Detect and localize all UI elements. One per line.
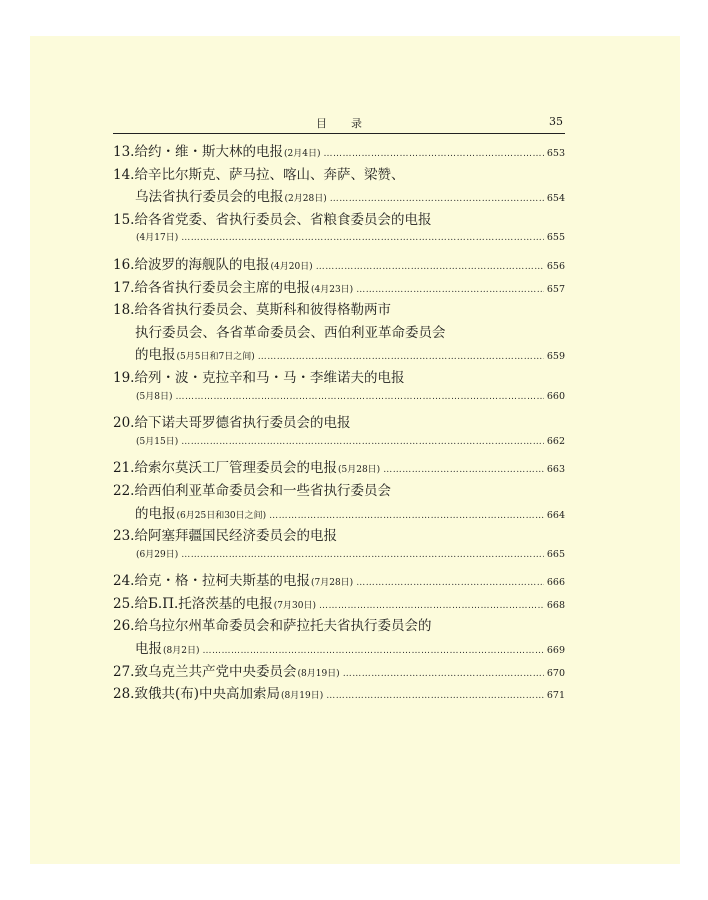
toc-entry-page-number: 669 — [546, 645, 565, 657]
dot-leader — [202, 646, 543, 656]
toc-entry-title: 给波罗的海舰队的电报 — [134, 256, 270, 273]
toc-entry-date: (6月25日和30日之间) — [176, 510, 267, 521]
toc-entry-title: 给约・维・斯大林的电报 — [134, 144, 283, 160]
toc-entry-title: 致乌克兰共产党中央委员会 — [134, 663, 297, 680]
toc-entry-date: (6月29日) — [136, 549, 179, 560]
dot-leader — [181, 550, 544, 560]
toc-entry-date: (5月15日) — [136, 436, 179, 447]
toc-entry-title: 的电报 — [135, 347, 176, 364]
toc-entry-title: 给各省执行委员会主席的电报 — [134, 279, 310, 296]
toc-entry-date: (8月19日) — [281, 691, 324, 702]
dot-leader — [323, 149, 543, 159]
toc-entry-first-line — [113, 614, 565, 637]
toc-entry-number: 26. — [113, 618, 135, 635]
toc-entry-number: 24. — [113, 573, 135, 590]
toc-entry-continuation-line — [113, 321, 565, 344]
toc-entry-number: 16. — [113, 256, 135, 273]
toc-entry-date: (2月4日) — [283, 149, 321, 159]
dot-leader — [356, 578, 544, 588]
toc-entry[interactable] — [113, 456, 565, 479]
toc-entry-number: 27. — [113, 663, 135, 680]
toc-entry-number: 17. — [113, 279, 135, 296]
toc-entry-title: 给克・格・拉柯夫斯基的电报 — [134, 573, 310, 590]
toc-entry-first-line — [113, 140, 565, 163]
toc-entry[interactable] — [113, 276, 565, 299]
toc-entry-first-line — [113, 569, 565, 592]
dot-leader — [269, 511, 544, 521]
toc-entry-continuation-line — [113, 547, 565, 570]
toc-entry-date: (8月19日) — [297, 668, 340, 679]
toc-entry-date: (4月17日) — [136, 233, 179, 244]
toc-entry[interactable] — [113, 479, 565, 524]
toc-entry[interactable] — [113, 253, 565, 276]
toc-entry-continuation-line — [113, 434, 565, 457]
dot-leader — [258, 352, 544, 362]
toc-entry-title: 给列・波・克拉辛和马・马・李维诺夫的电报 — [134, 369, 405, 386]
toc-entry-number: 21. — [113, 460, 135, 477]
toc-entry-date: (5月8日) — [136, 391, 173, 402]
toc-entry-first-line — [113, 456, 565, 479]
toc-entry[interactable] — [113, 163, 565, 208]
toc-entry[interactable] — [113, 660, 565, 683]
toc-entry-title: 给阿塞拜疆国民经济委员会的电报 — [134, 528, 337, 545]
toc-entry-title: 乌法省执行委员会的电报 — [135, 189, 284, 206]
toc-entry-title: 给各省执行委员会、莫斯科和彼得格勒两市 — [134, 302, 391, 319]
dot-leader — [181, 233, 544, 243]
toc-entry-number: 15. — [113, 211, 135, 228]
dot-leader — [181, 437, 544, 447]
toc-entry-number: 13. — [113, 144, 135, 160]
toc-entry-number: 25. — [113, 595, 135, 612]
dot-leader — [343, 669, 544, 679]
dot-leader — [319, 601, 544, 611]
toc-entry-page-number: 653 — [546, 148, 565, 159]
toc-entry-title: 执行委员会、各省革命委员会、西伯利亚革命委员会 — [135, 324, 446, 341]
toc-entry-first-line — [113, 592, 565, 615]
toc-entry-page-number: 657 — [546, 283, 565, 295]
toc-entry-page-number: 671 — [546, 690, 565, 702]
toc-entry-number: 18. — [113, 302, 135, 319]
toc-entry-number: 20. — [113, 415, 135, 432]
toc-entry[interactable] — [113, 592, 565, 615]
table-of-contents — [113, 140, 565, 705]
toc-entry-date: (4月20日) — [270, 261, 313, 272]
toc-entry-first-line — [113, 682, 565, 705]
running-header — [113, 111, 565, 134]
header-page-number: 35 — [549, 115, 563, 128]
toc-entry-title: 给索尔莫沃工厂管理委员会的电报 — [134, 460, 337, 477]
toc-entry[interactable] — [113, 140, 565, 163]
toc-entry-continuation-line — [113, 502, 565, 525]
toc-entry-first-line — [113, 479, 565, 502]
toc-entry-date: (5月28日) — [337, 465, 381, 476]
toc-entry-page-number: 654 — [546, 193, 565, 205]
toc-entry[interactable] — [113, 682, 565, 705]
toc-entry-title: 致俄共(布)中央高加索局 — [134, 686, 281, 703]
toc-entry-number: 14. — [113, 166, 135, 183]
toc-entry-date: (7月30日) — [273, 600, 316, 611]
dot-leader — [175, 392, 543, 402]
toc-entry-number: 28. — [113, 686, 135, 703]
toc-entry-title: 给西伯利亚革命委员会和一些省执行委员会 — [134, 482, 391, 499]
toc-entry-first-line — [113, 411, 565, 434]
toc-entry-date: (8月2日) — [163, 646, 200, 657]
toc-entry-title: 给各省党委、省执行委员会、省粮食委员会的电报 — [134, 211, 432, 228]
toc-entry-page-number: 662 — [546, 435, 565, 447]
toc-entry-page-number: 668 — [546, 599, 565, 611]
toc-entry-number: 22. — [113, 482, 135, 499]
toc-entry[interactable] — [113, 524, 565, 569]
toc-entry-date: (4月23日) — [310, 284, 354, 295]
toc-entry[interactable] — [113, 208, 565, 253]
toc-entry-continuation-line — [113, 185, 565, 208]
toc-entry-first-line — [113, 298, 565, 321]
toc-entry-title: 给Б.П.托洛茨基的电报 — [134, 595, 273, 612]
toc-entry[interactable] — [113, 366, 565, 411]
toc-entry-title: 给辛比尔斯克、萨马拉、喀山、奔萨、梁赞、 — [134, 166, 405, 183]
toc-entry-page-number: 663 — [546, 464, 565, 476]
toc-entry-continuation-line — [113, 389, 565, 412]
toc-entry-date: (7月28日) — [310, 578, 354, 589]
toc-entry-first-line — [113, 253, 565, 276]
toc-entry-first-line — [113, 366, 565, 389]
toc-entry-page-number: 660 — [546, 390, 565, 402]
toc-entry-page-number: 664 — [546, 509, 565, 521]
dot-leader — [383, 465, 544, 475]
toc-entry-title: 给下诺夫哥罗德省执行委员会的电报 — [134, 415, 351, 432]
toc-entry[interactable] — [113, 569, 565, 592]
dot-leader — [330, 194, 544, 204]
toc-entry-page-number: 659 — [546, 351, 565, 363]
toc-entry-continuation-line — [113, 343, 565, 366]
toc-entry-page-number: 656 — [546, 260, 565, 272]
toc-entry-title: 给乌拉尔州革命委员会和萨拉托夫省执行委员会的 — [134, 618, 432, 635]
toc-entry-page-number: 655 — [546, 232, 565, 244]
toc-entry-first-line — [113, 276, 565, 299]
toc-entry-number: 19. — [113, 369, 135, 386]
toc-entry-page-number: 665 — [546, 548, 565, 560]
dot-leader — [316, 262, 544, 272]
toc-entry-first-line — [113, 163, 565, 186]
toc-entry-date: (2月28日) — [284, 194, 327, 205]
toc-entry-first-line — [113, 208, 565, 231]
toc-entry-title: 的电报 — [135, 505, 176, 522]
dot-leader — [356, 285, 544, 295]
toc-entry[interactable] — [113, 411, 565, 456]
toc-entry-page-number: 670 — [546, 667, 565, 679]
toc-entry-continuation-line — [113, 230, 565, 253]
dot-leader — [326, 691, 544, 701]
toc-entry[interactable] — [113, 614, 565, 659]
toc-entry-first-line — [113, 660, 565, 683]
toc-entry-date: (5月5日和7日之间) — [176, 352, 255, 363]
toc-entry[interactable] — [113, 298, 565, 366]
toc-entry-first-line — [113, 524, 565, 547]
toc-entry-page-number: 666 — [546, 577, 565, 589]
toc-entry-number: 23. — [113, 528, 135, 545]
toc-entry-title: 电报 — [135, 641, 162, 658]
header-title: 目录 — [316, 117, 386, 130]
toc-entry-continuation-line — [113, 637, 565, 660]
